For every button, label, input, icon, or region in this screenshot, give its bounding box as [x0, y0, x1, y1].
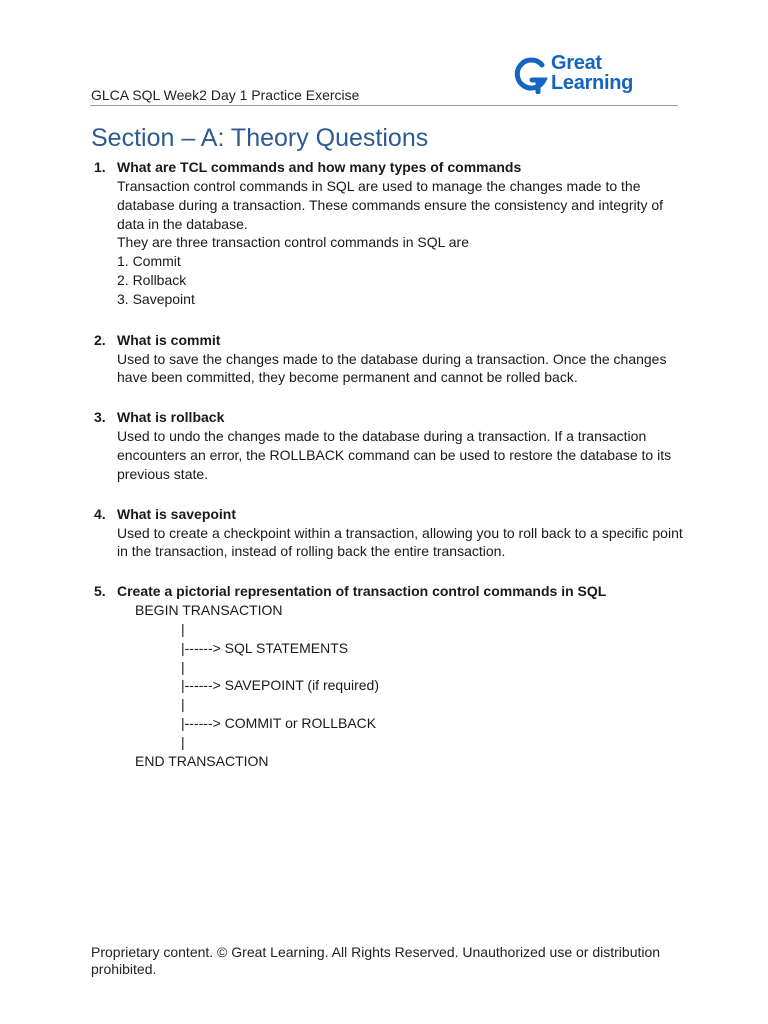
question-title: What is savepoint	[117, 505, 237, 522]
copyright-footer	[91, 944, 691, 978]
answer-line: Used to undo the changes made to the database during a transaction. If a transaction	[117, 428, 647, 445]
answer-body	[117, 524, 691, 562]
question-title: Create a pictorial representation of transaction control commands in SQL	[117, 583, 607, 600]
footer-line: Proprietary content. © Great Learning. All Rights Reserved. Unauthorized use or distribution	[91, 944, 661, 960]
great-learning-logo	[514, 53, 654, 99]
question-title: What is commit	[117, 331, 221, 348]
question-number: 3.	[94, 409, 106, 426]
question-item	[91, 505, 691, 583]
diagram-step-savepoint: |------> SAVEPOINT (if required)	[181, 677, 379, 694]
logo-wordmark	[551, 53, 633, 93]
answer-line: Transaction control commands in SQL are used to manage the changes made to the	[117, 178, 641, 194]
answer-line: in the transaction, instead of rolling back the entire transaction.	[117, 543, 506, 560]
question-item	[91, 408, 691, 504]
answer-body	[117, 427, 691, 483]
question-title: What is rollback	[117, 409, 225, 426]
answer-body	[117, 350, 691, 388]
answer-line: previous state.	[117, 465, 209, 482]
diagram-connector: |	[181, 620, 185, 637]
logo-line-learning: Learning	[551, 72, 634, 94]
answer-line: have been committed, they become permanent and cannot be rolled back.	[117, 369, 578, 386]
answer-line: data in the database.	[117, 215, 248, 232]
answer-list-item: 3. Savepoint	[117, 290, 195, 307]
diagram-connector: |	[181, 733, 185, 750]
answer-line: Used to create a checkpoint within a transaction, allowing you to roll back to a specific point	[117, 524, 683, 541]
g-logo-icon	[514, 56, 548, 94]
header-divider	[90, 105, 678, 106]
question-number: 4.	[94, 505, 106, 522]
answer-line: Used to save the changes made to the database during a transaction. Once the changes	[117, 350, 667, 367]
diagram-end: END TRANSACTION	[135, 752, 269, 769]
answer-list-item: 2. Rollback	[117, 271, 187, 288]
footer-line: prohibited.	[91, 961, 157, 977]
question-number: 1.	[94, 159, 106, 175]
diagram-connector: |	[181, 696, 185, 713]
document-header-title: GLCA SQL Week2 Day 1 Practice Exercise	[91, 87, 360, 103]
question-title: What are TCL commands and how many types of commands	[117, 159, 522, 175]
diagram-step-commit-rollback: |------> COMMIT or ROLLBACK	[181, 714, 377, 731]
diagram-step-sql-statements: |------> SQL STATEMENTS	[181, 639, 349, 656]
answer-list-item: 1. Commit	[117, 253, 181, 270]
answer-line: database during a transaction. These commands ensure the consistency and integrity of	[117, 196, 664, 213]
diagram-connector: |	[181, 658, 185, 675]
question-number: 2.	[94, 331, 106, 348]
question-item	[91, 582, 691, 770]
answer-line: encounters an error, the ROLLBACK command can be used to restore the database to its	[117, 446, 672, 463]
diagram-begin: BEGIN TRANSACTION	[135, 602, 283, 619]
logo-line-great: Great	[551, 52, 602, 74]
question-item	[91, 158, 691, 331]
question-list	[91, 158, 691, 770]
answer-line: They are three transaction control commands in SQL are	[117, 234, 469, 251]
question-item	[91, 331, 691, 409]
section-title: Section – A: Theory Questions	[91, 124, 429, 152]
question-number: 5.	[94, 583, 106, 600]
tcl-flow-diagram	[117, 601, 691, 770]
answer-body	[117, 177, 691, 309]
